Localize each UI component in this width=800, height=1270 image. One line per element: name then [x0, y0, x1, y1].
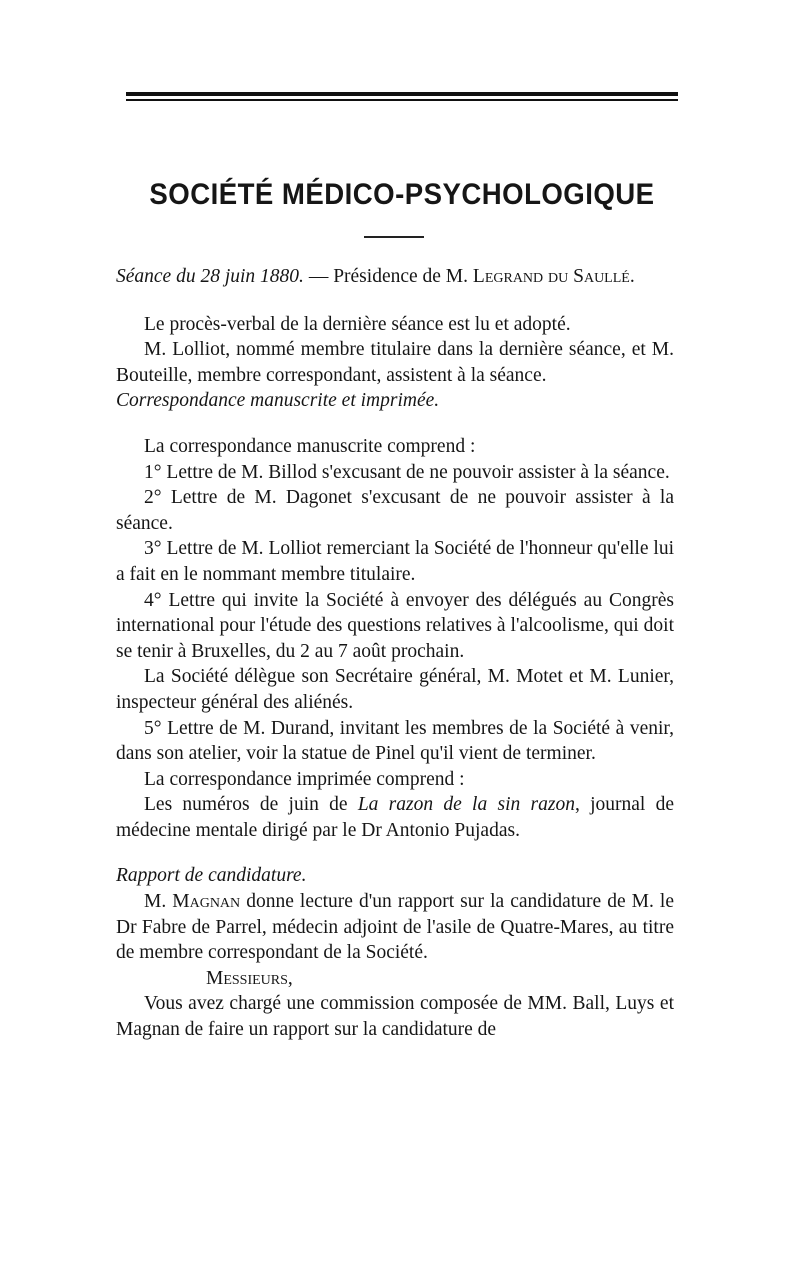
paragraph-correspondance-imprimee: La correspondance imprimée comprend :	[144, 768, 465, 790]
paragraph-journal	[116, 792, 674, 843]
list-item-lettre-3: 3° Lettre de M. Lolliot remerciant la Société de l'honneur qu'elle lui a fait en le nommant membre titulaire.	[116, 538, 674, 585]
header-rules	[126, 92, 678, 101]
session-date: Séance du 28 juin 1880.	[116, 266, 304, 287]
header-rule-thin	[126, 99, 678, 101]
list-item-lettre-5: 5° Lettre de M. Durand, invitant les membres de la Société à venir, dans son atelier, voir la statue de Pinel qu'il vient de terminer.	[116, 717, 674, 765]
session-dash: —	[303, 266, 334, 287]
session-line	[116, 264, 674, 290]
presidence-prefix: Présidence de M.	[333, 266, 473, 287]
journal-text-a: Les numéros de juin de	[144, 794, 358, 816]
salutation: Messieurs,	[206, 967, 293, 989]
presidence-name: Legrand du Saullé	[472, 266, 630, 287]
journal-title: La razon de la sin razon	[357, 794, 575, 816]
rapport-text: donne lecture d'un rapport sur la candidature de M. le Dr Fabre de Parrel, médecin adjoint de l'asile de Quatre-Mares, au titre de membre correspondant de la Société.	[116, 891, 674, 964]
page-title: SOCIÉTÉ MÉDICO-PSYCHOLOGIQUE	[149, 178, 655, 211]
title-rule	[364, 236, 424, 238]
list-item-lettre-1: 1° Lettre de M. Billod s'excusant de ne pouvoir assister à la séance.	[144, 461, 670, 483]
paragraph-correspondance-manuscrite: La correspondance manuscrite comprend :	[144, 435, 476, 457]
section-heading-correspondance: Correspondance manuscrite et imprimée.	[116, 390, 440, 412]
section-heading-rapport: Rapport de candidature.	[116, 865, 307, 887]
rapport-m: M.	[144, 891, 173, 913]
paragraph-rapport	[116, 889, 674, 966]
paragraph-membres: M. Lolliot, nommé membre titulaire dans la dernière séance, et M. Bouteille, membre correspondant, assistent à la séance.	[116, 339, 674, 386]
document-body	[116, 264, 674, 1043]
header-rule-thick	[126, 92, 678, 96]
list-item-lettre-2: 2° Lettre de M. Dagonet s'excusant de ne pouvoir assister à la séance.	[116, 487, 674, 534]
journal-text-b: , journal de médecine mentale dirigé par le Dr Antonio Pujadas.	[116, 794, 675, 841]
paragraph-commission: Vous avez chargé une commission composée de MM. Ball, Luys et Magnan de faire un rapport sur la candidature de	[116, 993, 674, 1041]
rapport-author: Magnan	[172, 891, 241, 913]
paragraph-delegation: La Société délègue son Secrétaire général, M. Motet et M. Lunier, inspecteur général des aliénés.	[116, 666, 674, 713]
paragraph-proces-verbal: Le procès-verbal de la dernière séance est lu et adopté.	[144, 313, 571, 335]
presidence-suffix: .	[629, 266, 635, 287]
list-item-lettre-4: 4° Lettre qui invite la Société à envoyer des délégués au Congrès international pour l'étude des questions relatives à l'alcoolisme, qui doit se tenir à Bruxelles, du 2 au 7 août prochain.	[116, 589, 674, 662]
